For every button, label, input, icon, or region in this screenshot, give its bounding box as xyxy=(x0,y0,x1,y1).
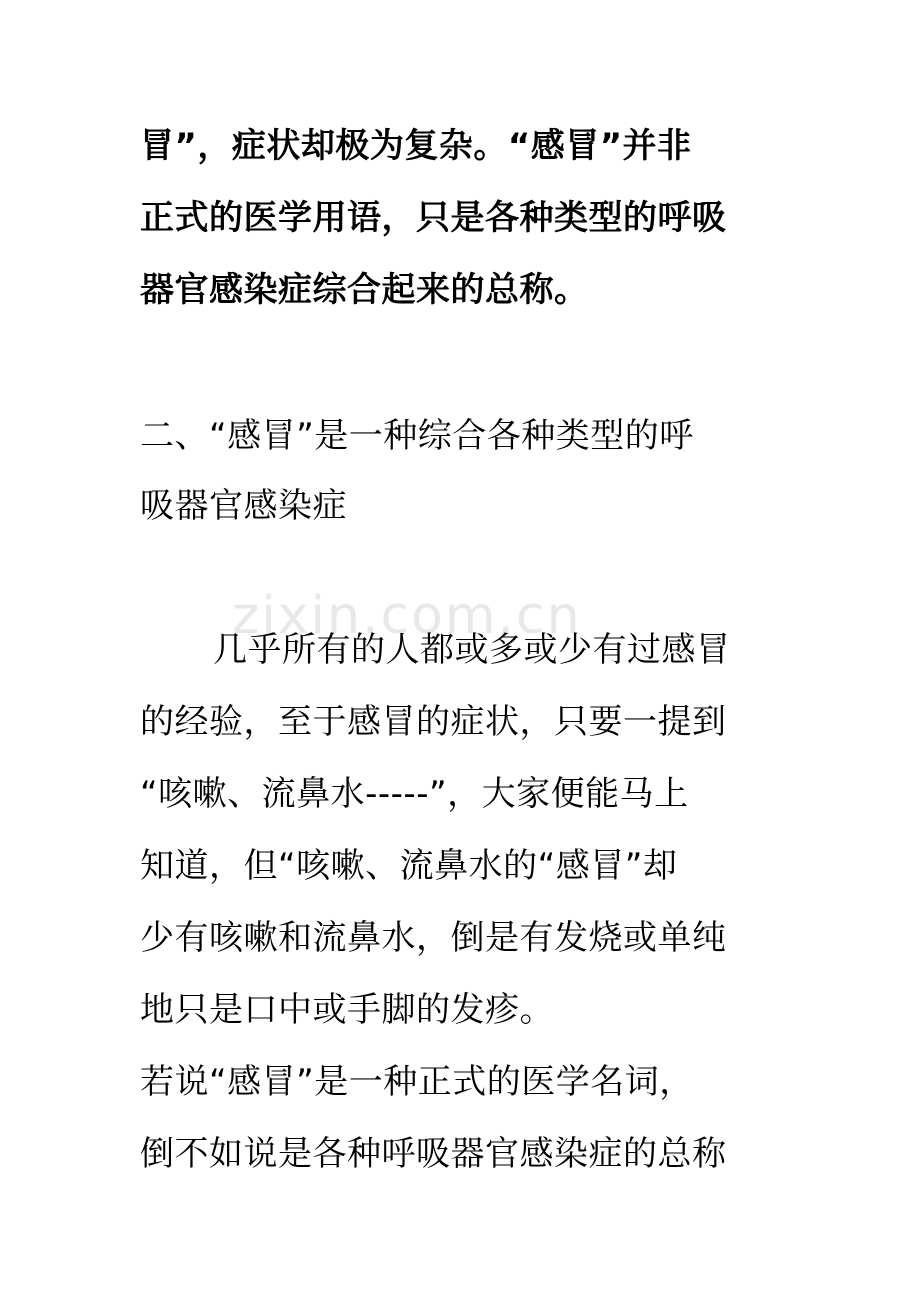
paragraph-line: 器官感染症综合起来的总称。 xyxy=(140,270,589,310)
section-heading-line: 吸器官感染症 xyxy=(140,486,347,526)
paragraph-line: 知道，但“咳嗽、流鼻水的“感冒”却 xyxy=(140,846,678,886)
paragraph-line: 的经验，至于感冒的症状，只要一提到 xyxy=(140,702,727,742)
paragraph-line: 正式的医学用语，只是各种类型的呼吸 xyxy=(140,198,727,238)
section-heading-line: 二、“感冒”是一种综合各种类型的呼 xyxy=(140,416,694,456)
paragraph-line: 若说“感冒”是一种正式的医学名词， xyxy=(140,1062,694,1102)
paragraph-line: 地只是口中或手脚的发疹。 xyxy=(140,990,554,1030)
paragraph-line: 倒不如说是各种呼吸器官感染症的总称 xyxy=(140,1134,727,1174)
paragraph-line: “咳嗽、流鼻水-----”，大家便能马上 xyxy=(140,774,689,814)
paragraph-line: 冒”，症状却极为复杂。“感冒”并非 xyxy=(140,126,692,166)
paragraph-line: 少有咳嗽和流鼻水，倒是有发烧或单纯 xyxy=(140,918,727,958)
watermark: zixin.com.cn xyxy=(232,586,582,646)
paragraph-line: 几乎所有的人都或多或少有过感冒 xyxy=(213,630,731,670)
